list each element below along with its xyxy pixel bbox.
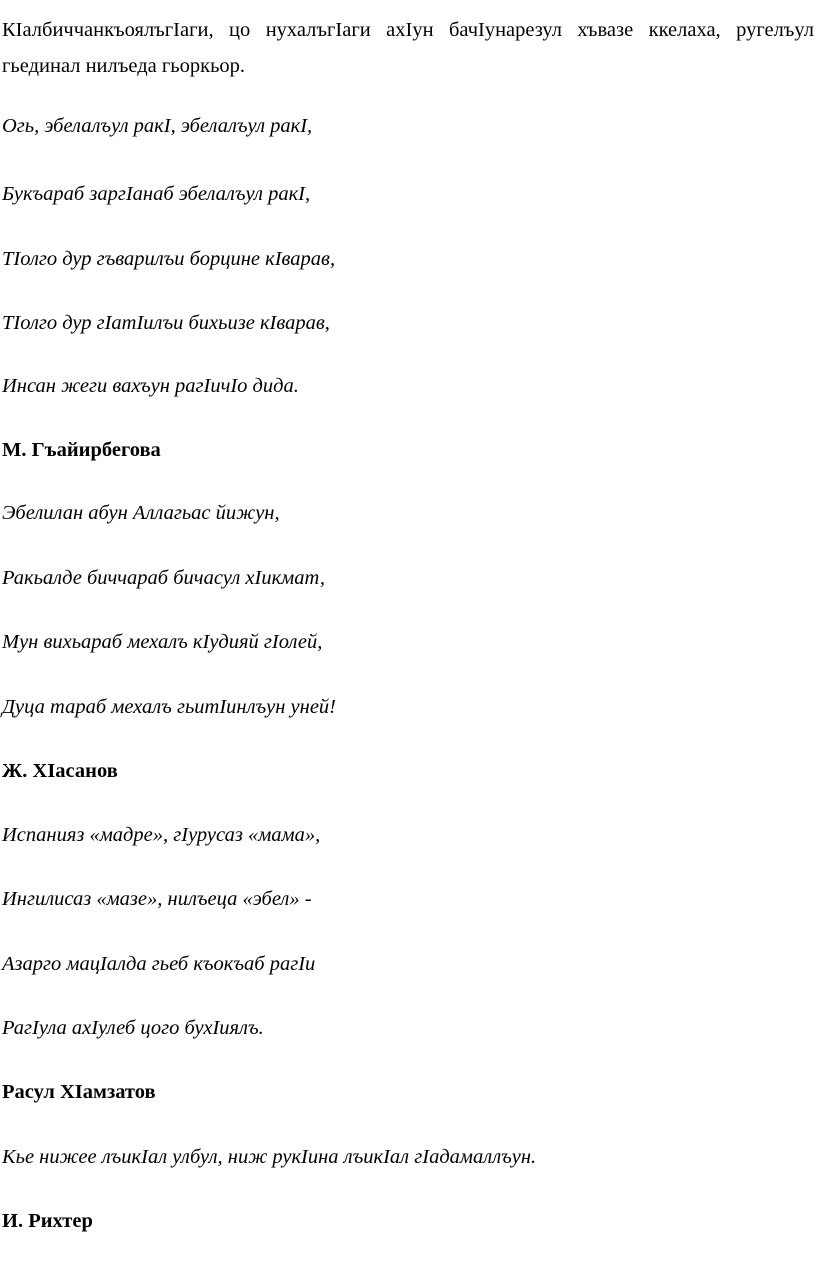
verse-line: Инсан жеги вахъун рагIичIо дида. xyxy=(2,375,299,397)
author-name: Расул ХIамзатов xyxy=(2,1081,156,1103)
verse-line: Дуца тараб мехалъ гьитIинлъун уней! xyxy=(2,696,336,718)
verse-line: Испанияз «мадре», гIурусаз «мама», xyxy=(2,824,321,846)
verse-line: РагIула ахIулеб цого бухIиялъ. xyxy=(2,1017,264,1039)
verse-line: Огь, эбелалъул ракI, эбелалъул ракI, xyxy=(2,115,313,137)
verse-line: Ингилисаз «мазе», нилъеца «эбел» - xyxy=(2,888,312,910)
verse-line: Ракьалде биччараб бичасул хIикмат, xyxy=(2,567,325,589)
author-name: М. Гъайирбегова xyxy=(2,439,161,461)
verse-line: Мун вихьараб мехалъ кIудияй гIолей, xyxy=(2,631,323,653)
author-name: И. Рихтер xyxy=(2,1210,93,1232)
verse-line: ТIолго дур гIатIилъи бихьизе кIварав, xyxy=(2,312,330,334)
verse-line: Эбелилан абун Аллагьас йижун, xyxy=(2,502,280,524)
verse-line: ТIолго дур гъварилъи борцине кIварав, xyxy=(2,248,336,270)
verse-line: Букъараб заргIанаб эбелалъул ракI, xyxy=(2,183,311,205)
verse-line: Кье нижее лъикIал улбул, ниж рукIина лъикIал гIадамаллъун. xyxy=(2,1146,537,1168)
verse-line: Азарго мацIалда гьеб къокъаб рагIи xyxy=(2,953,316,975)
author-name: Ж. ХIасанов xyxy=(2,760,118,782)
intro-paragraph: КIалбиччанкъоялъгIаги, цо нухалъгIаги ахIун бачIунарезул хъвазе ккелаха, ругелъул гьединал нилъеда гьоркьор. xyxy=(2,19,814,77)
